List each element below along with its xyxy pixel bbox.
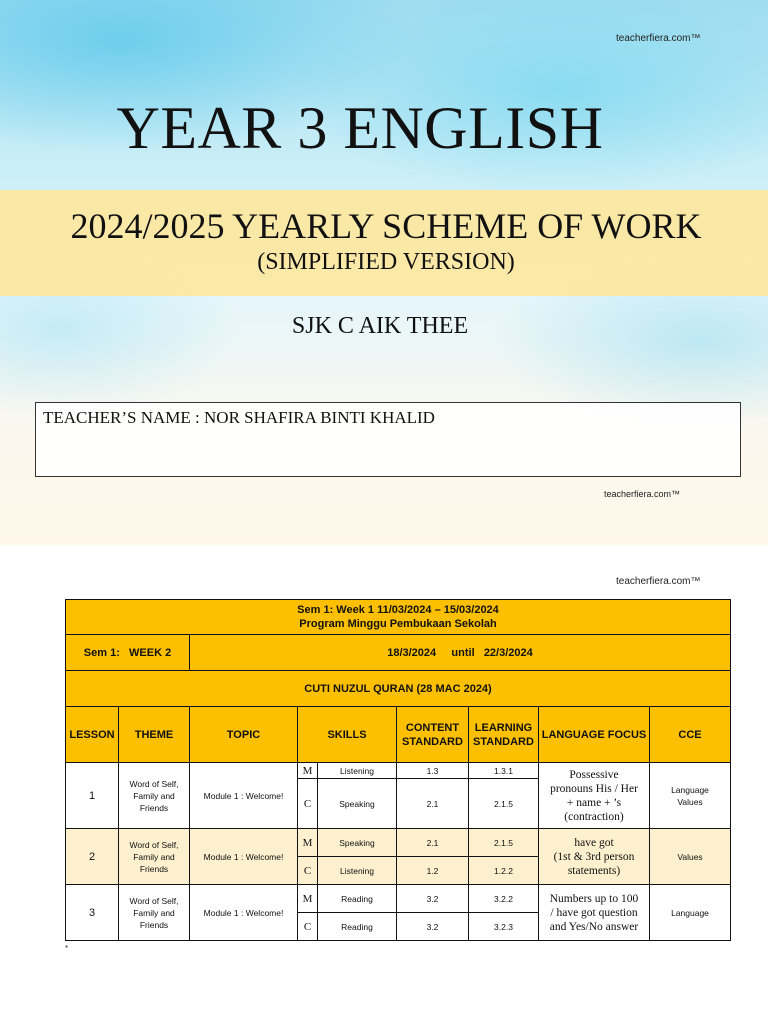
theme-line: Friends [139,919,169,930]
watermark-page2: teacherfiera.com™ [616,576,701,587]
main-title: YEAR 3 ENGLISH [116,95,604,161]
lf-line: / have got question [550,906,638,919]
theme-line: Word of Self, [129,895,179,906]
skill-cell: Speaking [318,829,397,857]
watermark-top: teacherfiera.com™ [616,33,701,44]
week2-row [66,635,731,671]
skill-cell: Speaking [318,779,397,829]
content-standard-cell: 3.2 [397,885,469,913]
learning-standard-cell: 2.1.5 [469,829,539,857]
lf-line: (contraction) [564,810,624,823]
header-skills: SKILLS [298,707,397,763]
version-label: (SIMPLIFIED VERSION) [257,249,515,275]
lf-line: Numbers up to 100 [549,892,639,905]
header-topic: TOPIC [190,707,298,763]
header-lesson: LESSON [66,707,119,763]
theme-line: Word of Self, [129,839,179,850]
skill-cell: Listening [318,857,397,885]
content-standard-cell: 3.2 [397,913,469,941]
topic-cell: Module 1 : Welcome! [190,763,298,829]
mc-marker: C [298,857,318,885]
lf-line: pronouns His / Her [550,782,638,795]
mc-marker: M [298,829,318,857]
header-learning-line1: LEARNING [474,721,533,734]
lesson-number: 1 [66,763,119,829]
cce-cell [650,763,731,829]
theme-line: Family and [133,790,175,801]
lf-line: have got [574,836,614,849]
school-name: SJK C AIK THEE [291,313,469,339]
cce-line: Language [671,907,709,918]
theme-line: Word of Self, [129,778,179,789]
learning-standard-cell: 1.2.2 [469,857,539,885]
mc-marker: M [298,885,318,913]
watermark-mid: teacherfiera.com™ [604,489,681,499]
header-content-standard [397,707,469,763]
topic-cell: Module 1 : Welcome! [190,829,298,885]
header-cce: CCE [650,707,731,763]
header-language-focus: LANGUAGE FOCUS [539,707,650,763]
language-focus-cell [539,829,650,885]
header-content-line2: STANDARD [402,735,463,748]
theme-line: Friends [139,802,169,813]
week1-line2: Program Minggu Pembukaan Sekolah [299,618,497,630]
content-standard-cell: 2.1 [397,829,469,857]
language-focus-cell [539,763,650,829]
header-theme: THEME [119,707,190,763]
holiday-row [66,671,731,707]
header-row [66,707,731,763]
mc-marker: C [298,913,318,941]
mc-marker: C [298,779,318,829]
learning-standard-cell: 3.2.2 [469,885,539,913]
week2-label: Sem 1: WEEK 2 [66,635,190,671]
scheme-title: 2024/2025 YEARLY SCHEME OF WORK [70,206,702,246]
theme-line: Family and [133,851,175,862]
cce-line: Values [677,796,703,807]
cce-cell [650,829,731,885]
lf-line: Possessive [569,768,619,781]
skill-cell: Listening [318,763,397,779]
table-row [66,763,731,779]
teacher-name-box [35,402,741,477]
footnote-marker: * [65,944,69,953]
week1-row [66,600,731,635]
header-content-line1: CONTENT [405,721,460,734]
learning-standard-cell: 3.2.3 [469,913,539,941]
skill-cell: Reading [318,913,397,941]
header-learning-line2: STANDARD [473,735,534,748]
theme-cell [119,763,190,829]
scheme-table [65,599,731,941]
table-row [66,885,731,913]
lf-line: (1st & 3rd person [553,850,635,863]
learning-standard-cell: 2.1.5 [469,779,539,829]
theme-cell [119,829,190,885]
header-learning-standard [469,707,539,763]
teacher-name-label: TEACHER’S NAME : NOR SHAFIRA BINTI KHALID [43,408,435,427]
content-standard-cell: 1.2 [397,857,469,885]
theme-cell [119,885,190,941]
skill-cell: Reading [318,885,397,913]
week2-dates: 18/3/2024 until 22/3/2024 [190,635,731,671]
lf-line: + name + ’s [566,796,622,809]
cce-line: Values [677,851,703,862]
content-standard-cell: 1.3 [397,763,469,779]
language-focus-cell [539,885,650,941]
theme-line: Friends [139,863,169,874]
topic-cell: Module 1 : Welcome! [190,885,298,941]
week1-line1: Sem 1: Week 1 11/03/2024 – 15/03/2024 [297,604,499,616]
cce-line: Language [671,784,709,795]
lesson-number: 2 [66,829,119,885]
content-standard-cell: 2.1 [397,779,469,829]
cce-cell [650,885,731,941]
table-row [66,829,731,857]
lf-line: statements) [567,864,621,877]
learning-standard-cell: 1.3.1 [469,763,539,779]
mc-marker: M [298,763,318,779]
lf-line: and Yes/No answer [549,920,639,933]
holiday-cell: CUTI NUZUL QURAN (28 MAC 2024) [66,671,731,707]
week1-cell [66,600,731,635]
theme-line: Family and [133,907,175,918]
lesson-number: 3 [66,885,119,941]
